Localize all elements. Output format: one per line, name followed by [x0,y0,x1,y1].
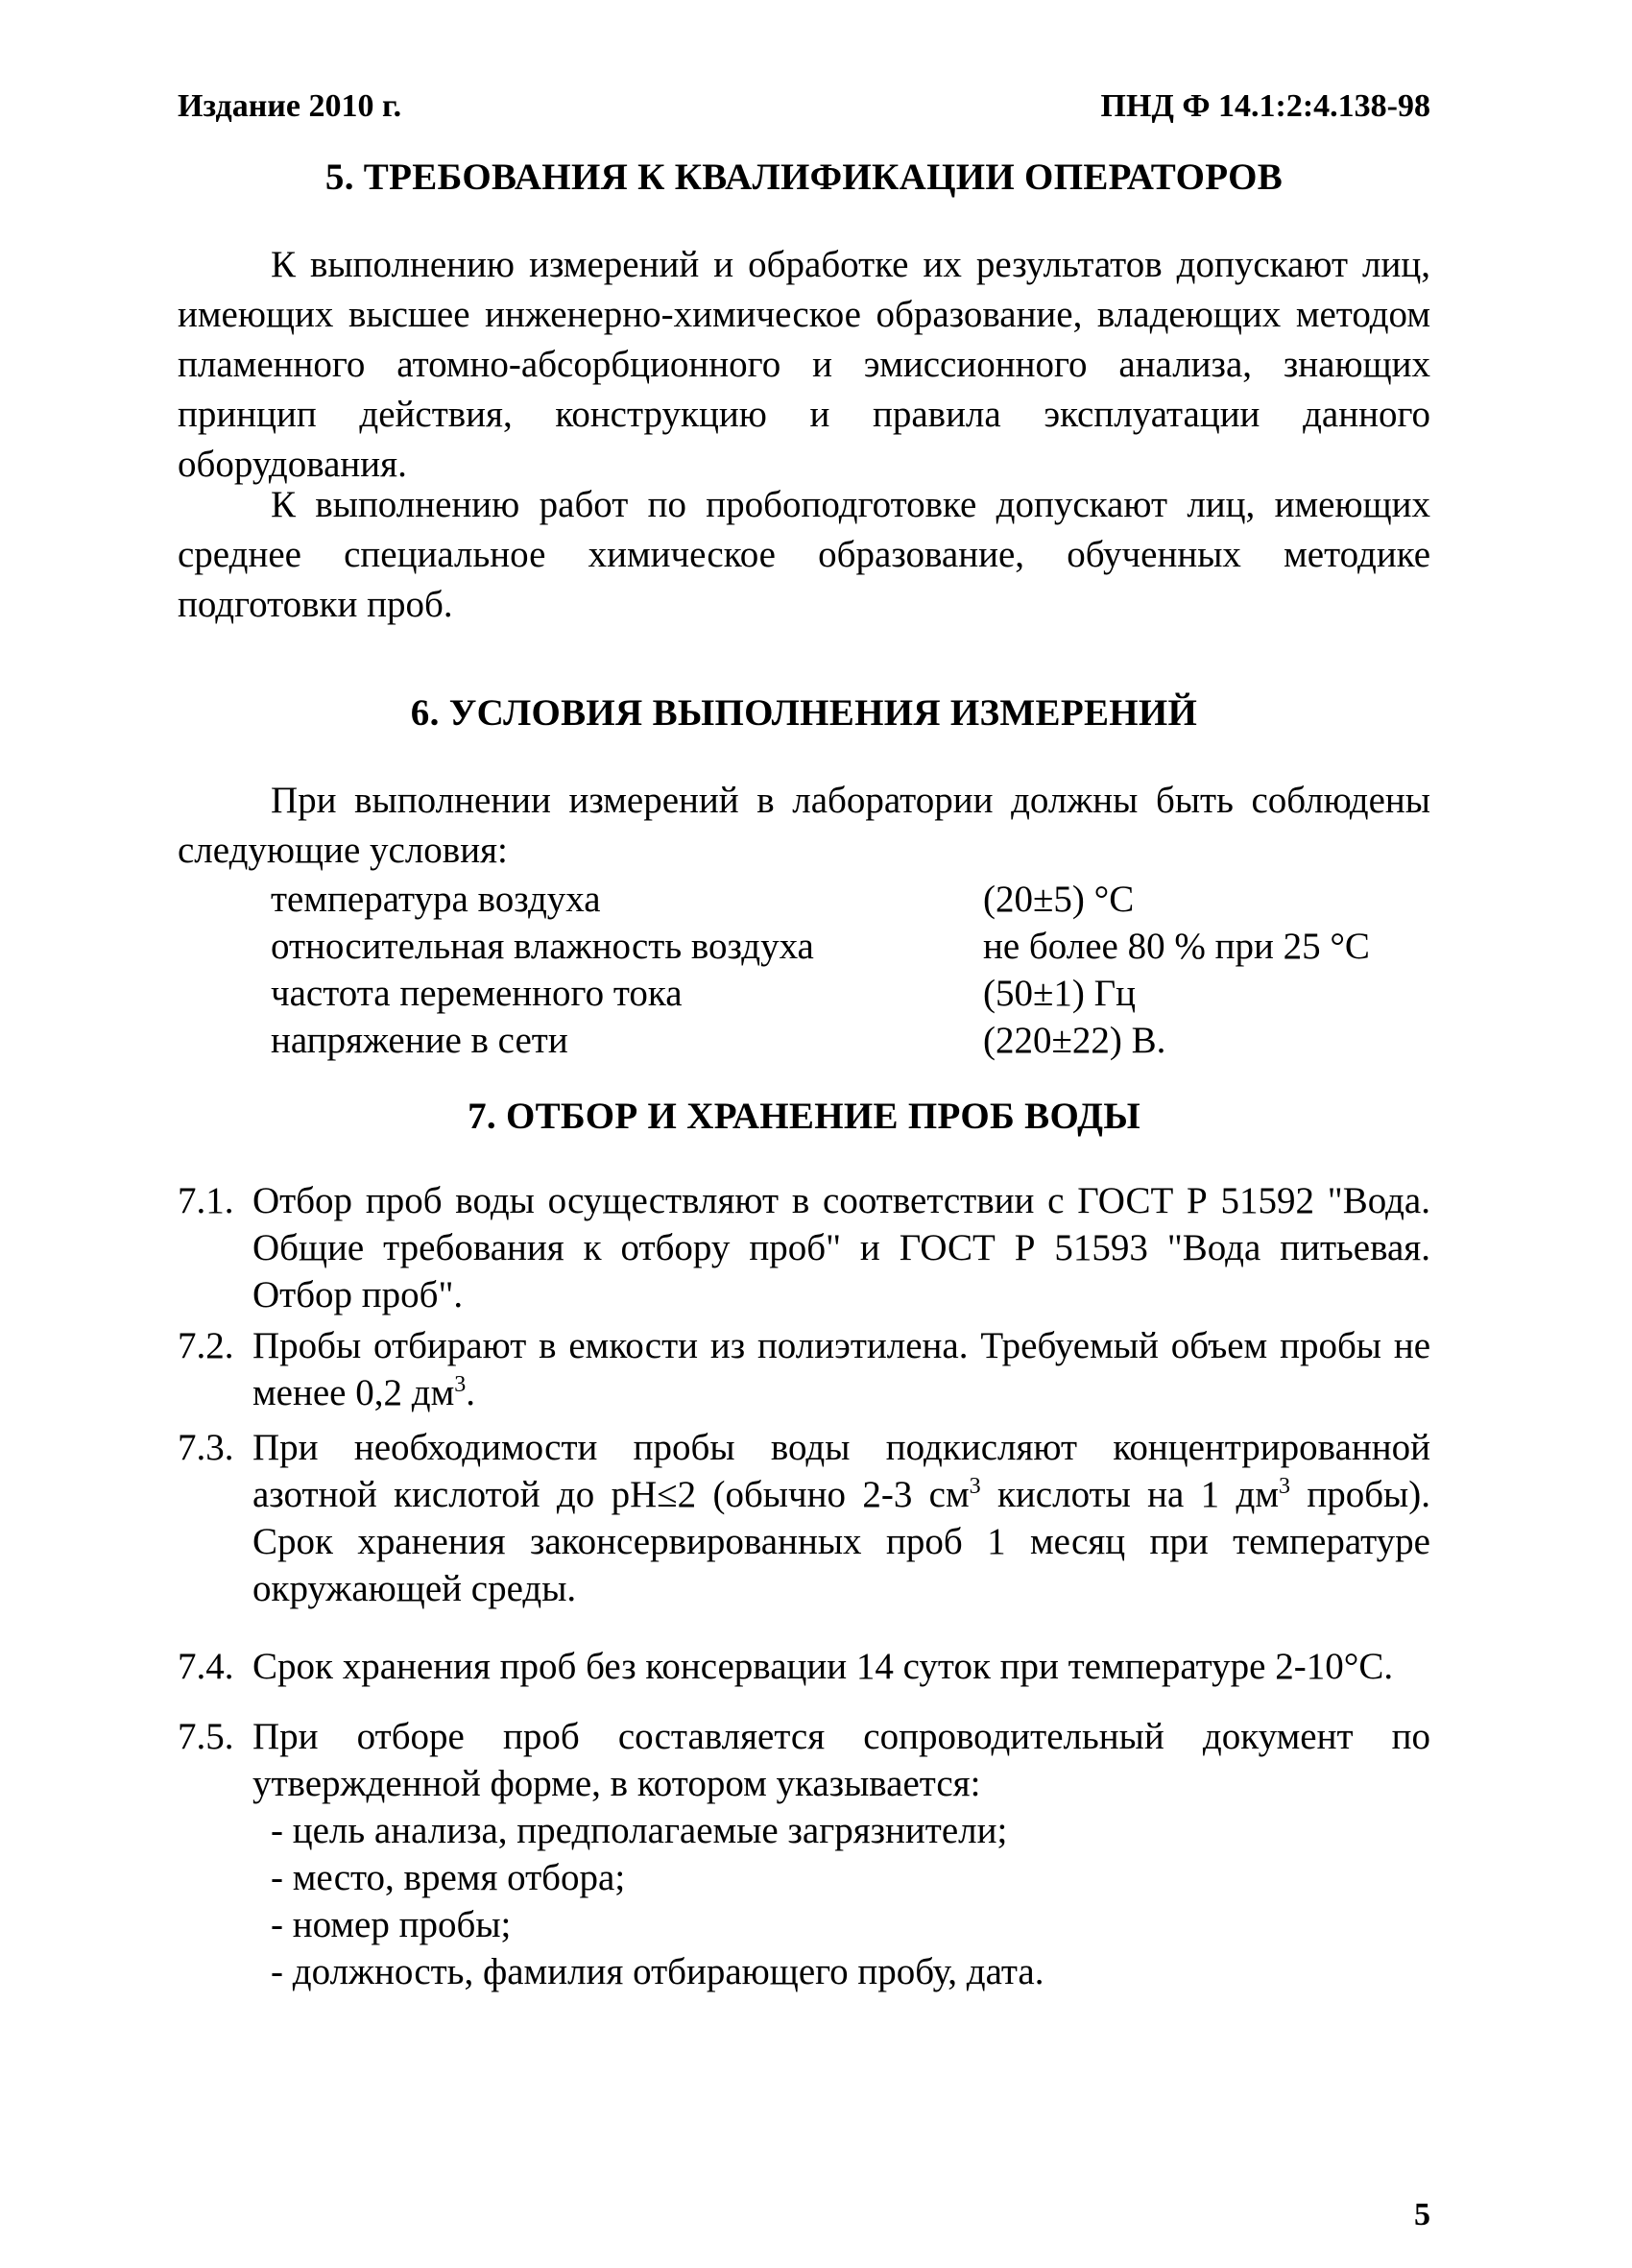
item-text-part: Пробы отбирают в емкости из полиэтилена. Требуемый объем пробы не менее 0,2 дм [252,1325,1430,1413]
section-6-intro: При выполнении измерений в лаборатории должны быть соблюдены следующие условия: [178,780,1430,871]
bullet-item: - цель анализа, предполагаемые загрязнители; [271,1810,1008,1851]
item-text: Срок хранения проб без консервации 14 суток при температуре 2-10°С. [252,1646,1394,1687]
condition-name: частота переменного тока [271,973,683,1014]
condition-value: не более 80 % при 25 °С [983,926,1370,967]
section-5-title: 5. ТРЕБОВАНИЯ К КВАЛИФИКАЦИИ ОПЕРАТОРОВ [324,157,1284,198]
item-number: 7.2. [178,1325,234,1366]
edition-label: Издание 2010 г. [178,88,402,124]
document-page [178,0,1430,2268]
condition-value: (20±5) °С [983,879,1135,920]
item-text: При отборе проб составляется сопроводительный документ по утвержденной форме, в котором указывается: [252,1716,1430,1804]
bullet-item: - должность, фамилия отбирающего пробу, дата. [271,1951,1044,1992]
condition-value: (50±1) Гц [983,973,1137,1014]
conditions-list [271,876,1430,1064]
page-number: 5 [1414,2197,1430,2232]
section-5-paragraph-1: К выполнению измерений и обработке их результатов допускают лиц, имеющих высшее инженерно-химическое образование, владеющих методом пламенного атомно-абсорбционного и эмиссионного анализа, знающих принцип действия, конструкцию и правила эксплуатации данного оборудования. [178,244,1430,485]
list-item-7-1 [178,1177,1430,1318]
superscript: 3 [1279,1474,1290,1499]
bullet-item: - номер пробы; [271,1904,512,1945]
condition-name: температура воздуха [271,879,601,920]
bullet-list [271,1807,1430,1995]
list-item-7-2 [178,1322,1430,1416]
condition-row [271,970,1430,1017]
superscript: 3 [969,1474,981,1499]
item-text: Отбор проб воды осуществляют в соответствии с ГОСТ Р 51592 "Вода. Общие требования к отбору проб" и ГОСТ Р 51593 "Вода питьевая. Отбор проб". [252,1180,1430,1315]
item-text-part: кислоты на 1 дм [980,1474,1279,1515]
list-item-7-4 [178,1643,1430,1690]
item-text [252,1424,1430,1612]
bullet-item: - место, время отбора; [271,1857,626,1898]
section-6-title: 6. УСЛОВИЯ ВЫПОЛНЕНИЯ ИЗМЕРЕНИЙ [410,692,1198,734]
section-5-paragraph-2: К выполнению работ по пробоподготовке допускают лиц, имеющих среднее специальное химическое образование, обученных методике подготовки проб. [178,484,1430,625]
condition-row [271,876,1430,923]
list-item-7-3 [178,1424,1430,1612]
item-number: 7.3. [178,1427,234,1468]
item-text-part: При необходимости пробы воды подкисляют концентрированной азотной кислотой до pH≤2 (обычно 2-3 см [252,1427,1430,1515]
superscript: 3 [454,1372,467,1397]
condition-row [271,1017,1430,1064]
condition-name: относительная влажность воздуха [271,926,814,967]
condition-name: напряжение в сети [271,1020,568,1061]
item-text-part: . [466,1372,476,1413]
condition-value: (220±22) В. [983,1020,1166,1061]
section-7-title: 7. ОТБОР И ХРАНЕНИЕ ПРОБ ВОДЫ [468,1096,1140,1137]
document-code: ПНД Ф 14.1:2:4.138-98 [1100,88,1430,124]
item-number: 7.5. [178,1716,234,1757]
condition-row [271,923,1430,970]
item-number: 7.4. [178,1646,234,1687]
list-item-7-5 [178,1713,1430,1807]
item-number: 7.1. [178,1180,234,1221]
item-text-part: пробы). Срок хранения законсервированных проб 1 месяц при температуре окружающей среды. [252,1474,1430,1609]
item-text [252,1322,1430,1416]
